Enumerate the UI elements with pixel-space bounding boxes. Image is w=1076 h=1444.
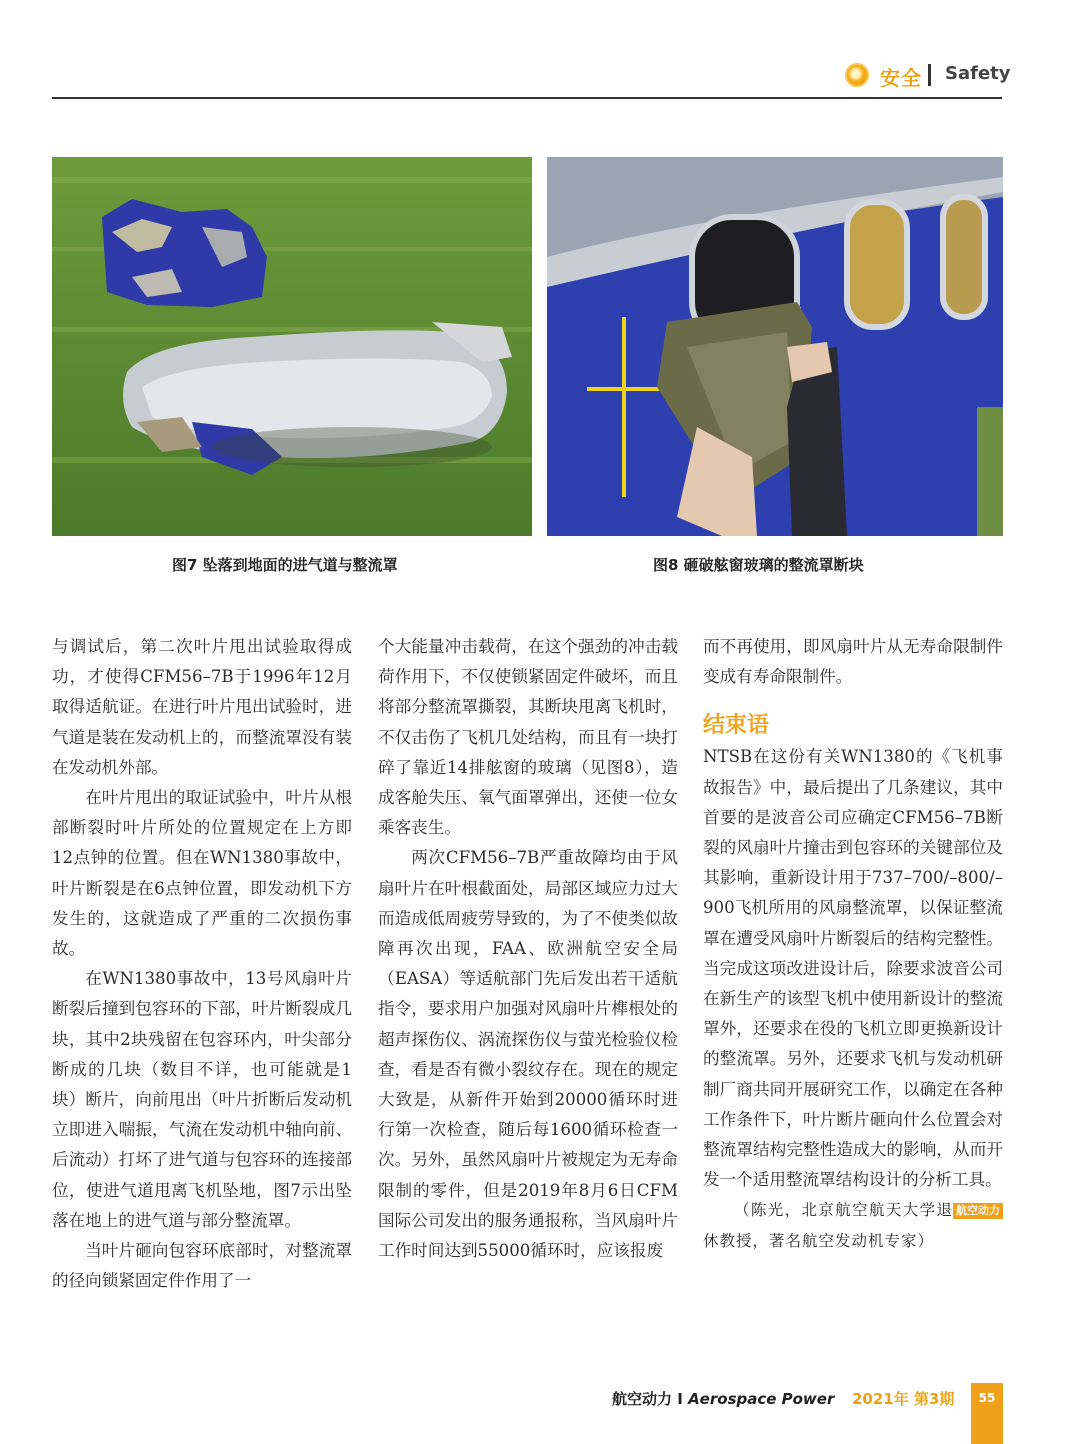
author-note: （陈光，北京航空航天大学退休教授，著名航空发动机专家） <box>703 1201 953 1250</box>
paragraph: 在WN1380事故中，13号风扇叶片断裂后撞到包容环的下部，叶片断裂成几块，其中2块残留在包容环内，叶尖部分断成的几块（数目不详，也可能就是1块）断片，向前甩出（叶片折断后发动机立即进入喘振，气流在发动机中轴向前、后流动）打坏了进气道与包容环的连接部位，使进气道甩离飞机坠地，图7示出坠落在地上的进气道与部分整流罩。 <box>52 969 352 1230</box>
paragraph: 而不再使用，即风扇叶片从无寿命限制件变成有寿命限制件。 <box>703 637 1003 687</box>
page-number: 55 <box>971 1383 1003 1444</box>
body-column-1 <box>52 632 352 1296</box>
footer-separator: I <box>677 1390 683 1408</box>
magazine-name-en: Aerospace Power <box>688 1390 835 1408</box>
section-label-en: Safety <box>945 63 1011 84</box>
conclusion-text: NTSB在这份有关WN1380的《飞机事故报告》中，最后提出了几条建议，其中首要的是波音公司应确定CFM56–7B断裂的风扇叶片撞击到包容环的关键部位及其影响，重新设计用于737–700/–800/–900飞机所用的风扇整流罩，以保证整流罩在遭受风扇叶片断裂后的结构完整性。当完成这项改进设计后，除要求波音公司在新生产的该型飞机中使用新设计的整流罩外，还要求在役的飞机立即更换新设计的整流罩。另外，还要求飞机与发动机研制厂商共同开展研究工作，以确定在各种工作条件下，叶片断片砸向什么位置会对整流罩结构完整性造成大的影响，从而开发一个适用整流罩结构设计的分析工具。 <box>703 747 1003 1190</box>
paragraph: 两次CFM56–7B严重故障均由于风扇叶片在叶根截面处，局部区域应力过大而造成低周疲劳导致的，为了不使类似故障再次出现，FAA、欧洲航空安全局（EASA）等适航部门先后发出若干适航指令，要求用户加强对风扇叶片榫根处的超声探伤仪、涡流探伤仪与萤光检验仪检查，看是否有微小裂纹存在。现在的规定大致是，从新件开始到20000循环时进行第一次检查，随后每1600循环检查一次。另外，虽然风扇叶片被规定为无寿命限制的零件，但是2019年8月6日CFM国际公司发出的服务通报称，当风扇叶片工作时间达到55000循环时，应该报废 <box>378 848 678 1261</box>
section-heading-conclusion: 结束语 <box>703 713 770 739</box>
figure-7-photo <box>52 157 532 536</box>
body-column-3 <box>703 632 1003 1256</box>
paragraph: 当叶片砸向包容环底部时，对整流罩的径向锁紧固定件作用了一 <box>52 1241 352 1291</box>
figure-8-photo <box>547 157 1003 536</box>
body-column-2 <box>378 632 678 1266</box>
section-label-cn: 安全 <box>880 66 922 90</box>
figure-7-caption: 图7 坠落到地面的进气道与整流罩 <box>172 556 398 574</box>
footer-magazine <box>612 1388 834 1409</box>
magazine-name-cn: 航空动力 <box>612 1390 673 1408</box>
sun-logo-icon <box>845 63 869 87</box>
header-divider <box>928 64 931 86</box>
paragraph: 与调试后，第二次叶片甩出试验取得成功，才使得CFM56–7B于1996年12月取得适航证。在进行叶片甩出试验时，进气道是装在发动机上的，而整流罩没有装在发动机外部。 <box>52 637 352 777</box>
paragraph <box>703 742 1003 1218</box>
end-badge: 航空动力 <box>953 1203 1003 1219</box>
paragraph: 个大能量冲击载荷，在这个强劲的冲击载荷作用下，不仅使锁紧固定件破坏，而且将部分整流罩撕裂，其断块甩离飞机时，不仅击伤了飞机几处结构，而且有一块打碎了靠近14排舷窗的玻璃（见图8），造成客舱失压、氧气面罩弹出，还使一位女乘客丧生。 <box>378 637 678 838</box>
paragraph: 在叶片甩出的取证试验中，叶片从根部断裂时叶片所处的位置规定在上方即12点钟的位置。但在WN1380事故中，叶片断裂是在6点钟位置，即发动机下方发生的，这就造成了严重的二次损伤事故。 <box>52 788 352 959</box>
footer-issue: 2021年 第3期 <box>852 1390 955 1408</box>
header-rule <box>52 97 1002 99</box>
figure-8-caption: 图8 砸破舷窗玻璃的整流罩断块 <box>653 556 864 574</box>
